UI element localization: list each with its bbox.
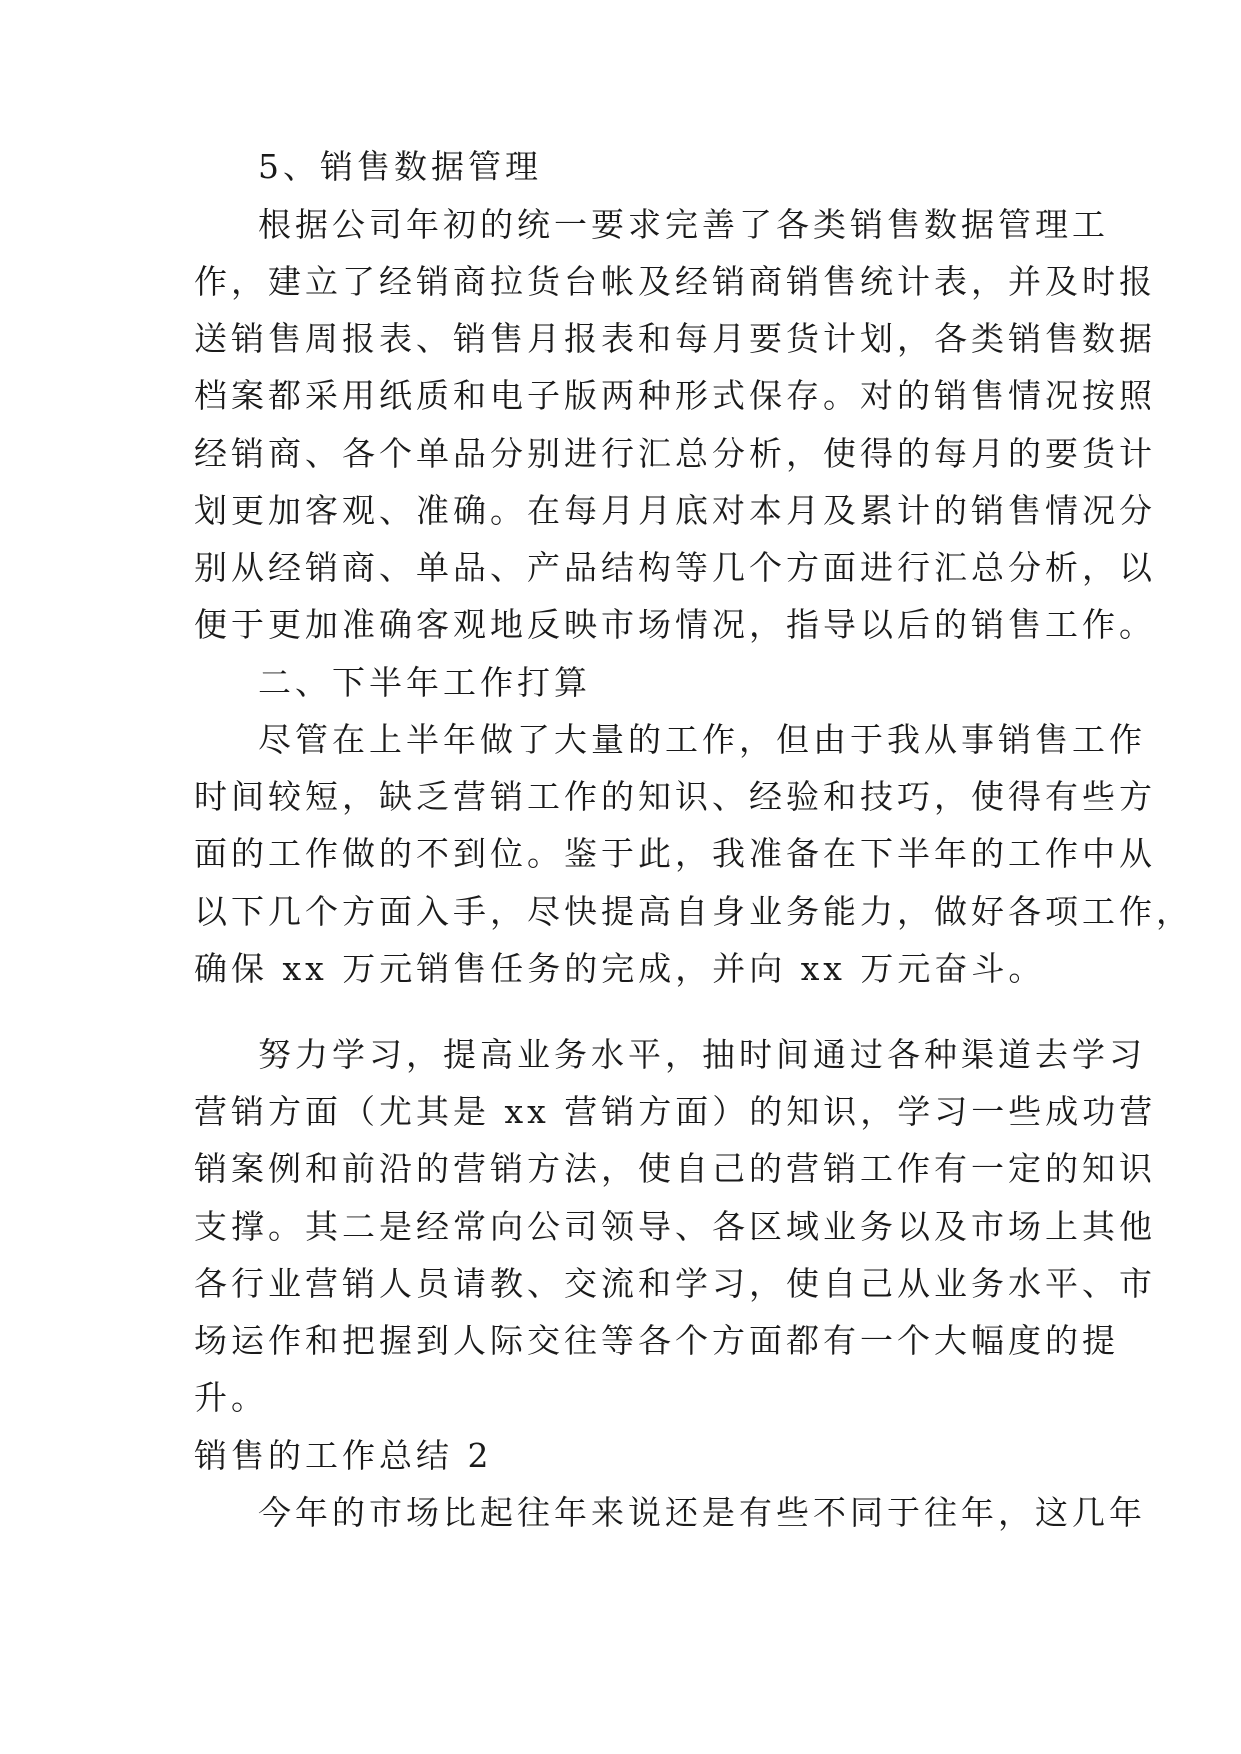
paragraph-line: 档案都采用纸质和电子版两种形式保存。对的销售情况按照 — [194, 376, 1156, 415]
section-heading-plan: 二、下半年工作打算 — [258, 663, 591, 702]
paragraph-line: 经销商、各个单品分别进行汇总分析，使得的每月的要货计 — [194, 434, 1156, 473]
paragraph-line: 面的工作做的不到位。鉴于此，我准备在下半年的工作中从 — [194, 834, 1156, 873]
paragraph-line: 别从经销商、单品、产品结构等几个方面进行汇总分析，以 — [194, 548, 1156, 587]
paragraph-line: 送销售周报表、销售月报表和每月要货计划，各类销售数据 — [194, 319, 1156, 358]
paragraph-line: 各行业营销人员请教、交流和学习，使自己从业务水平、市 — [194, 1264, 1156, 1303]
paragraph-line: 划更加客观、准确。在每月月底对本月及累计的销售情况分 — [194, 491, 1156, 530]
paragraph-line: 时间较短，缺乏营销工作的知识、经验和技巧，使得有些方 — [194, 777, 1156, 816]
paragraph-line: 确保 xx 万元销售任务的完成，并向 xx 万元奋斗。 — [194, 949, 1046, 988]
paragraph-line: 升。 — [194, 1378, 268, 1417]
paragraph-line: 场运作和把握到人际交往等各个方面都有一个大幅度的提 — [194, 1321, 1119, 1360]
paragraph-line: 根据公司年初的统一要求完善了各类销售数据管理工 — [258, 205, 1109, 244]
paragraph-line: 作，建立了经销商拉货台帐及经销商销售统计表，并及时报 — [194, 262, 1156, 301]
paragraph-line: 以下几个方面入手，尽快提高自身业务能力，做好各项工作， — [194, 892, 1193, 931]
section-heading-sales-data: 5、销售数据管理 — [258, 147, 542, 186]
document-title-2: 销售的工作总结 2 — [194, 1436, 493, 1475]
paragraph-line: 今年的市场比起往年来说还是有些不同于往年，这几年 — [258, 1493, 1146, 1532]
paragraph-line: 便于更加准确客观地反映市场情况，指导以后的销售工作。 — [194, 605, 1156, 644]
paragraph-line: 销案例和前沿的营销方法，使自己的营销工作有一定的知识 — [194, 1149, 1156, 1188]
paragraph-line: 支撑。其二是经常向公司领导、各区域业务以及市场上其他 — [194, 1207, 1156, 1246]
paragraph-line: 营销方面（尤其是 xx 营销方面）的知识，学习一些成功营 — [194, 1092, 1157, 1131]
paragraph-line: 努力学习，提高业务水平，抽时间通过各种渠道去学习 — [258, 1035, 1146, 1074]
paragraph-line: 尽管在上半年做了大量的工作，但由于我从事销售工作 — [258, 720, 1146, 759]
